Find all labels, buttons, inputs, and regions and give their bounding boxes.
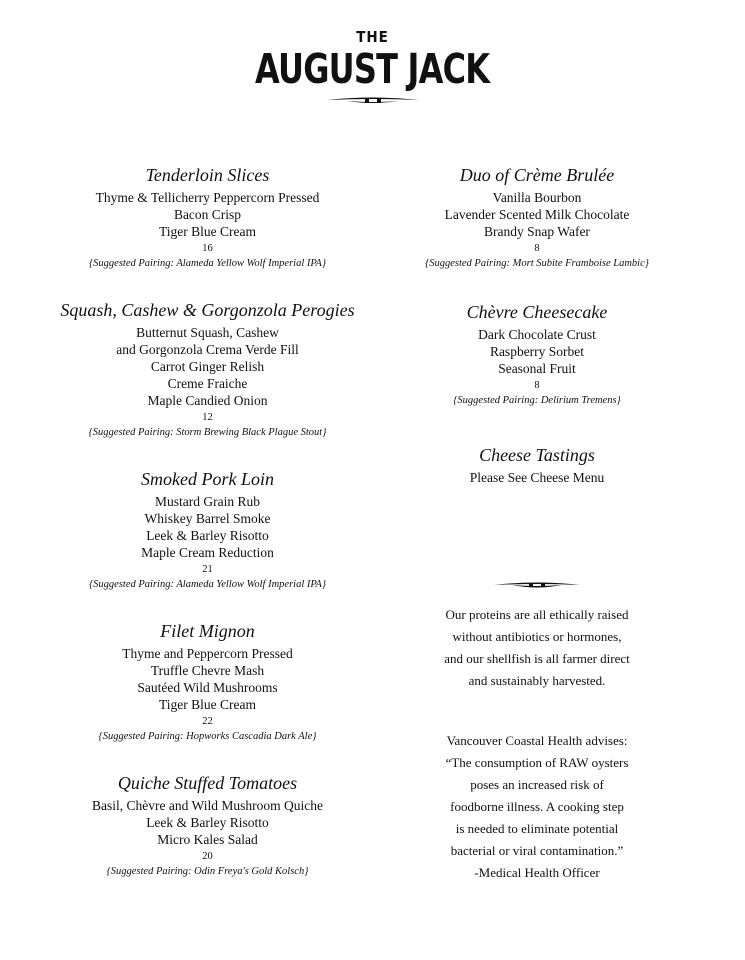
menu-item bbox=[382, 163, 692, 272]
item-price: 16 bbox=[202, 243, 213, 254]
item-pairing: {Suggested Pairing: Storm Brewing Black Plague Stout} bbox=[88, 427, 327, 438]
item-title: Cheese Tastings bbox=[479, 445, 595, 465]
logo-swash-ornament bbox=[327, 96, 419, 106]
item-title: Squash, Cashew & Gorgonzola Perogies bbox=[60, 300, 355, 320]
item-ingredient: Raspberry Sorbet bbox=[489, 344, 585, 359]
item-ingredient: Please See Cheese Menu bbox=[469, 470, 605, 485]
menu-item bbox=[20, 298, 395, 441]
item-title: Chèvre Cheesecake bbox=[466, 302, 608, 322]
notice-line: -Medical Health Officer bbox=[474, 865, 600, 880]
item-ingredient: Basil, Chèvre and Wild Mushroom Quiche bbox=[92, 798, 323, 813]
notice-line: poses an increased risk of bbox=[470, 777, 604, 792]
left-menu-column bbox=[20, 163, 395, 880]
notice-line: bacterial or viral contamination.” bbox=[450, 843, 624, 858]
menu-item bbox=[382, 443, 692, 486]
item-ingredient: Leek & Barley Risotto bbox=[146, 815, 269, 830]
notice-line: foodborne illness. A cooking step bbox=[450, 799, 624, 814]
item-ingredient: Whiskey Barrel Smoke bbox=[144, 511, 271, 526]
item-ingredient: Thyme and Peppercorn Pressed bbox=[122, 646, 293, 661]
menu-item bbox=[382, 300, 692, 409]
notice-line: without antibiotics or hormones, bbox=[452, 629, 622, 644]
notice-line: Vancouver Coastal Health advises: bbox=[446, 733, 628, 748]
item-price: 8 bbox=[534, 380, 540, 391]
item-ingredient: Butternut Squash, Cashew bbox=[136, 325, 279, 340]
item-ingredient: and Gorgonzola Crema Verde Fill bbox=[116, 342, 299, 357]
item-price: 20 bbox=[202, 851, 213, 862]
item-ingredient: Dark Chocolate Crust bbox=[478, 327, 596, 342]
menu-item bbox=[20, 467, 395, 593]
item-ingredient: Vanilla Bourbon bbox=[492, 190, 582, 205]
item-ingredient: Carrot Ginger Relish bbox=[150, 359, 265, 374]
notice-line: and sustainably harvested. bbox=[468, 673, 606, 688]
health-advisory bbox=[382, 730, 692, 884]
notice-line: and our shellfish is all farmer direct bbox=[444, 651, 630, 666]
item-pairing: {Suggested Pairing: Delirium Tremens} bbox=[453, 395, 621, 406]
item-ingredient: Mustard Grain Rub bbox=[155, 494, 260, 509]
item-ingredient: Maple Cream Reduction bbox=[141, 545, 274, 560]
item-title: Quiche Stuffed Tomatoes bbox=[117, 773, 298, 793]
item-pairing: {Suggested Pairing: Alameda Yellow Wolf Imperial IPA} bbox=[88, 258, 327, 269]
item-ingredient: Maple Candied Onion bbox=[147, 393, 268, 408]
notice-line: Our proteins are all ethically raised bbox=[445, 607, 629, 622]
item-ingredient: Seasonal Fruit bbox=[498, 361, 576, 376]
item-pairing: {Suggested Pairing: Hopworks Cascadia Dark Ale} bbox=[98, 731, 317, 742]
item-ingredient: Brandy Snap Wafer bbox=[484, 224, 590, 239]
item-ingredient: Bacon Crisp bbox=[173, 207, 242, 222]
item-ingredient: Tiger Blue Cream bbox=[159, 697, 256, 712]
logo-the: THE bbox=[356, 28, 389, 46]
item-ingredient: Leek & Barley Risotto bbox=[146, 528, 269, 543]
logo-name: AUGUST JACK bbox=[255, 45, 490, 93]
item-price: 21 bbox=[202, 564, 213, 575]
item-title: Tenderloin Slices bbox=[145, 165, 270, 185]
item-price: 8 bbox=[534, 243, 540, 254]
menu-item bbox=[20, 163, 395, 272]
divider-swash-ornament bbox=[494, 580, 580, 590]
item-pairing: {Suggested Pairing: Odin Freya's Gold Kolsch} bbox=[106, 866, 309, 877]
notice-line: “The consumption of RAW oysters bbox=[445, 755, 629, 770]
right-menu-column bbox=[382, 163, 692, 884]
item-pairing: {Suggested Pairing: Mort Subite Framboise Lambic} bbox=[425, 258, 649, 269]
item-price: 12 bbox=[202, 412, 213, 423]
restaurant-logo bbox=[0, 28, 745, 106]
sourcing-notice bbox=[382, 604, 692, 692]
item-ingredient: Sautéed Wild Mushrooms bbox=[137, 680, 278, 695]
menu-item bbox=[20, 619, 395, 745]
notice-line: is needed to eliminate potential bbox=[455, 821, 619, 836]
item-pairing: {Suggested Pairing: Alameda Yellow Wolf Imperial IPA} bbox=[88, 579, 327, 590]
item-ingredient: Thyme & Tellicherry Peppercorn Pressed bbox=[95, 190, 320, 205]
item-price: 22 bbox=[202, 716, 213, 727]
item-ingredient: Truffle Chevre Mash bbox=[150, 663, 265, 678]
item-ingredient: Tiger Blue Cream bbox=[159, 224, 256, 239]
item-ingredient: Micro Kales Salad bbox=[157, 832, 258, 847]
item-ingredient: Lavender Scented Milk Chocolate bbox=[444, 207, 630, 222]
item-title: Smoked Pork Loin bbox=[141, 469, 274, 489]
item-title: Duo of Crème Brulée bbox=[459, 165, 615, 185]
item-title: Filet Mignon bbox=[160, 621, 255, 641]
item-ingredient: Creme Fraiche bbox=[167, 376, 248, 391]
menu-item bbox=[20, 771, 395, 880]
